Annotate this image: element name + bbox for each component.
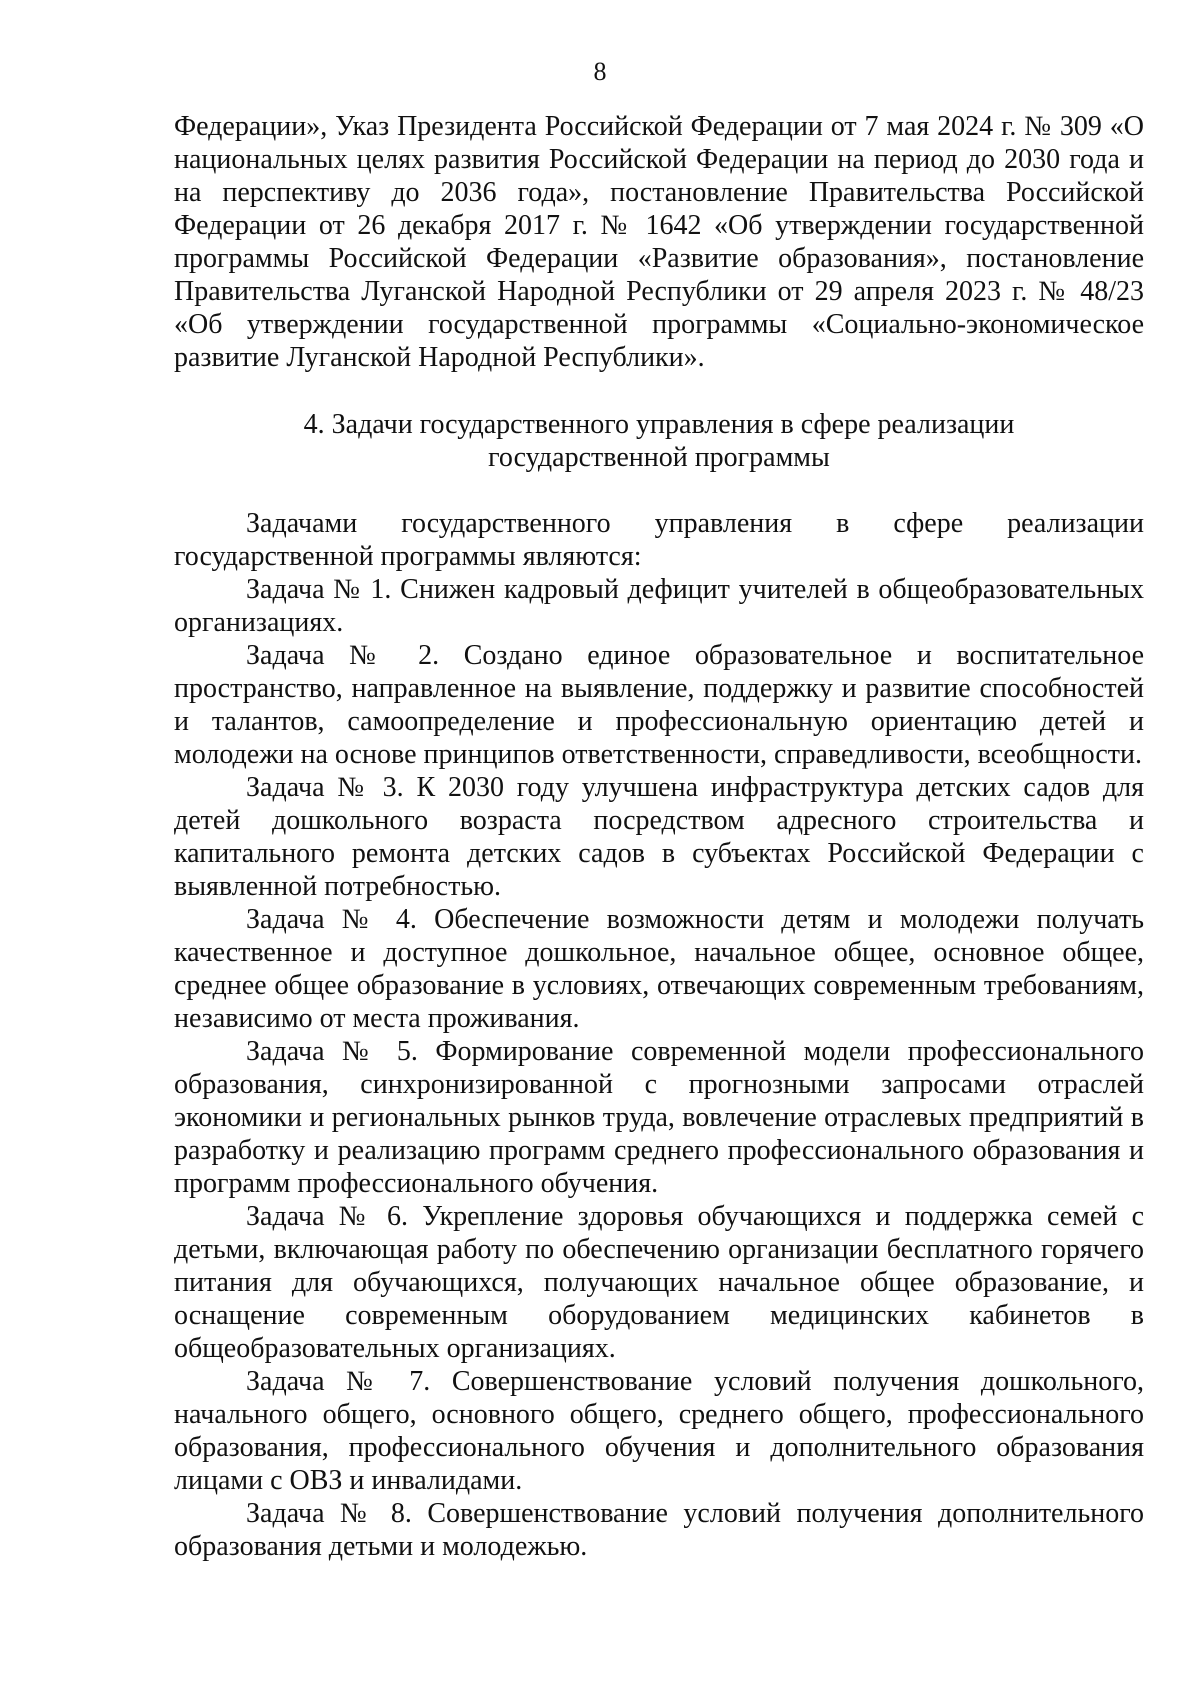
task-7: Задача № 7. Совершенствование условий получения дошкольного, начального общего, основного общего, среднего общего, профессионального образования, профессионального обучения и дополнительного образования лицами с ОВЗ и инвалидами.: [174, 1366, 1144, 1496]
task-8: Задача № 8. Совершенствование условий получения дополнительного образования детьми и молодежью.: [174, 1498, 1144, 1562]
lead-paragraph: Задачами государственного управления в сфере реализации государственной программы являются:: [174, 508, 1144, 572]
section-heading-line-2: государственной программы: [488, 442, 830, 473]
task-4: Задача № 4. Обеспечение возможности детям и молодежи получать качественное и доступное дошкольное, начальное общее, основное общее, среднее общее образование в условиях, отвечающих современным требованиям, независимо от места проживания.: [174, 904, 1144, 1034]
task-1: Задача № 1. Снижен кадровый дефицит учителей в общеобразовательных организациях.: [174, 574, 1144, 638]
section-heading-line-1: 4. Задачи государственного управления в сфере реализации: [303, 409, 1015, 440]
task-2: Задача № 2. Создано единое образовательное и воспитательное пространство, направленное на выявление, поддержку и развитие способностей и талантов, самоопределение и профессиональную ориентацию детей и молодежи на основе принципов ответственности, справедливости, всеобщности.: [174, 640, 1144, 770]
task-3: Задача № 3. К 2030 году улучшена инфраструктура детских садов для детей дошкольного возраста посредством адресного строительства и капитального ремонта детских садов в субъектах Российской Федерации с выявленной потребностью.: [174, 772, 1144, 902]
page-number: 8: [593, 57, 607, 86]
document-body: [174, 110, 1144, 1563]
task-6: Задача № 6. Укрепление здоровья обучающихся и поддержка семей с детьми, включающая работу по обеспечению организации бесплатного горячего питания для обучающихся, получающих начальное общее образование, и оснащение современным оборудованием медицинских кабинетов в общеобразовательных организациях.: [174, 1201, 1144, 1364]
task-5: Задача № 5. Формирование современной модели профессионального образования, синхронизированной с прогнозными запросами отраслей экономики и региональных рынков труда, вовлечение отраслевых предприятий в разработку и реализацию программ среднего профессионального образования и программ профессионального обучения.: [174, 1036, 1144, 1199]
section-heading: [174, 408, 1144, 474]
intro-paragraph: Федерации», Указ Президента Российской Федерации от 7 мая 2024 г. № 309 «О национальных целях развития Российской Федерации на период до 2030 года и на перспективу до 2036 года», постановление Правительства Российской Федерации от 26 декабря 2017 г. № 1642 «Об утверждении государственной программы Российской Федерации «Развитие образования», постановление Правительства Луганской Народной Республики от 29 апреля 2023 г. № 48/23 «Об утверждении государственной программы «Социально-экономическое развитие Луганской Народной Республики».: [174, 111, 1144, 373]
